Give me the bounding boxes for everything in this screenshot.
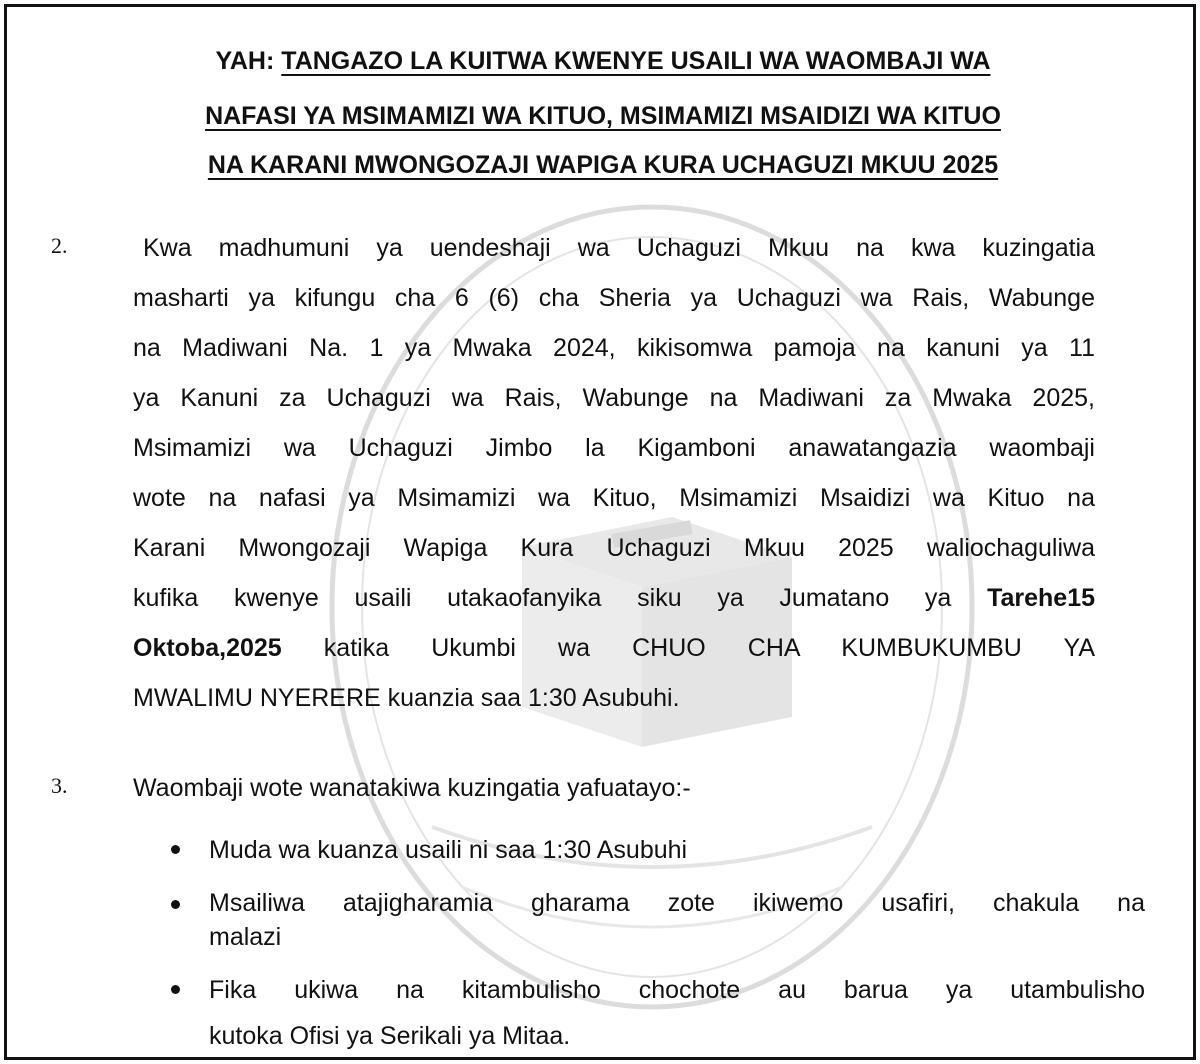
section-2-number: 2. — [51, 233, 68, 258]
heading-prefix: YAH: — [215, 47, 275, 75]
section-3-number: 3. — [51, 773, 68, 798]
heading-title-2: NAFASI YA MSIMAMIZI WA KITUO, MSIMAMIZI MSAIDIZI WA KITUO — [205, 102, 1001, 130]
list-item-text-cont: malazi — [209, 923, 282, 951]
paragraph-line: na Madiwani Na. 1 ya Mwaka 2024, kikisomwa pamoja na kanuni ya 11 — [133, 334, 1095, 362]
interview-date-bold: Tarehe15 — [987, 584, 1095, 612]
section-2-paragraph — [133, 223, 1095, 723]
paragraph-line — [133, 573, 1095, 623]
paragraph-line — [133, 623, 1095, 673]
paragraph-line: MWALIMU NYERERE kuanzia saa 1:30 Asubuhi. — [133, 684, 680, 712]
paragraph-line: Msimamizi wa Uchaguzi Jimbo la Kigamboni anawatangazia waombaji — [133, 434, 1095, 462]
paragraph-line: Waombaji wote wanatakiwa kuzingatia yafuatayo:- — [133, 774, 691, 802]
heading-line-3 — [7, 145, 1196, 185]
interview-month-bold: Oktoba,2025 — [133, 634, 282, 662]
heading-line-1 — [7, 41, 1196, 81]
bullet-icon — [171, 985, 180, 994]
section-3-intro — [133, 763, 1095, 813]
paragraph-text: kufika kwenye usaili utakaofanyika siku ya Jumatano ya — [133, 584, 988, 612]
list-item-text: Muda wa kuanza usaili ni saa 1:30 Asubuhi — [209, 836, 688, 864]
heading-title-3: NA KARANI MWONGOZAJI WAPIGA KURA UCHAGUZI MKUU 2025 — [207, 151, 999, 179]
list-item-text-cont: kutoka Ofisi ya Serikali ya Mitaa. — [209, 1022, 571, 1050]
paragraph-line: masharti ya kifungu cha 6 (6) cha Sheria ya Uchaguzi wa Rais, Wabunge — [133, 284, 1095, 312]
paragraph-line: Karani Mwongozaji Wapiga Kura Uchaguzi Mkuu 2025 waliochaguliwa — [133, 534, 1095, 562]
heading-title-1: TANGAZO LA KUITWA KWENYE USAILI WA WAOMBAJI WA — [281, 47, 991, 75]
bullet-icon — [171, 845, 180, 854]
paragraph-text: katika Ukumbi wa CHUO CHA KUMBUKUMBU YA — [281, 634, 1095, 662]
paragraph-line: Kwa madhumuni ya uendeshaji wa Uchaguzi Mkuu na kwa kuzingatia — [143, 234, 1095, 262]
bullet-icon — [171, 900, 180, 909]
document-page — [4, 4, 1196, 1060]
paragraph-line: ya Kanuni za Uchaguzi wa Rais, Wabunge na Madiwani za Mwaka 2025, — [133, 384, 1095, 412]
paragraph-line: wote na nafasi ya Msimamizi wa Kituo, Msimamizi Msaidizi wa Kituo na — [133, 484, 1095, 512]
heading-line-2 — [7, 96, 1196, 136]
list-item-text: Fika ukiwa na kitambulisho chochote au barua ya utambulisho — [209, 976, 1145, 1004]
list-item-text: Msailiwa atajigharamia gharama zote ikiwemo usafiri, chakula na — [209, 889, 1145, 917]
